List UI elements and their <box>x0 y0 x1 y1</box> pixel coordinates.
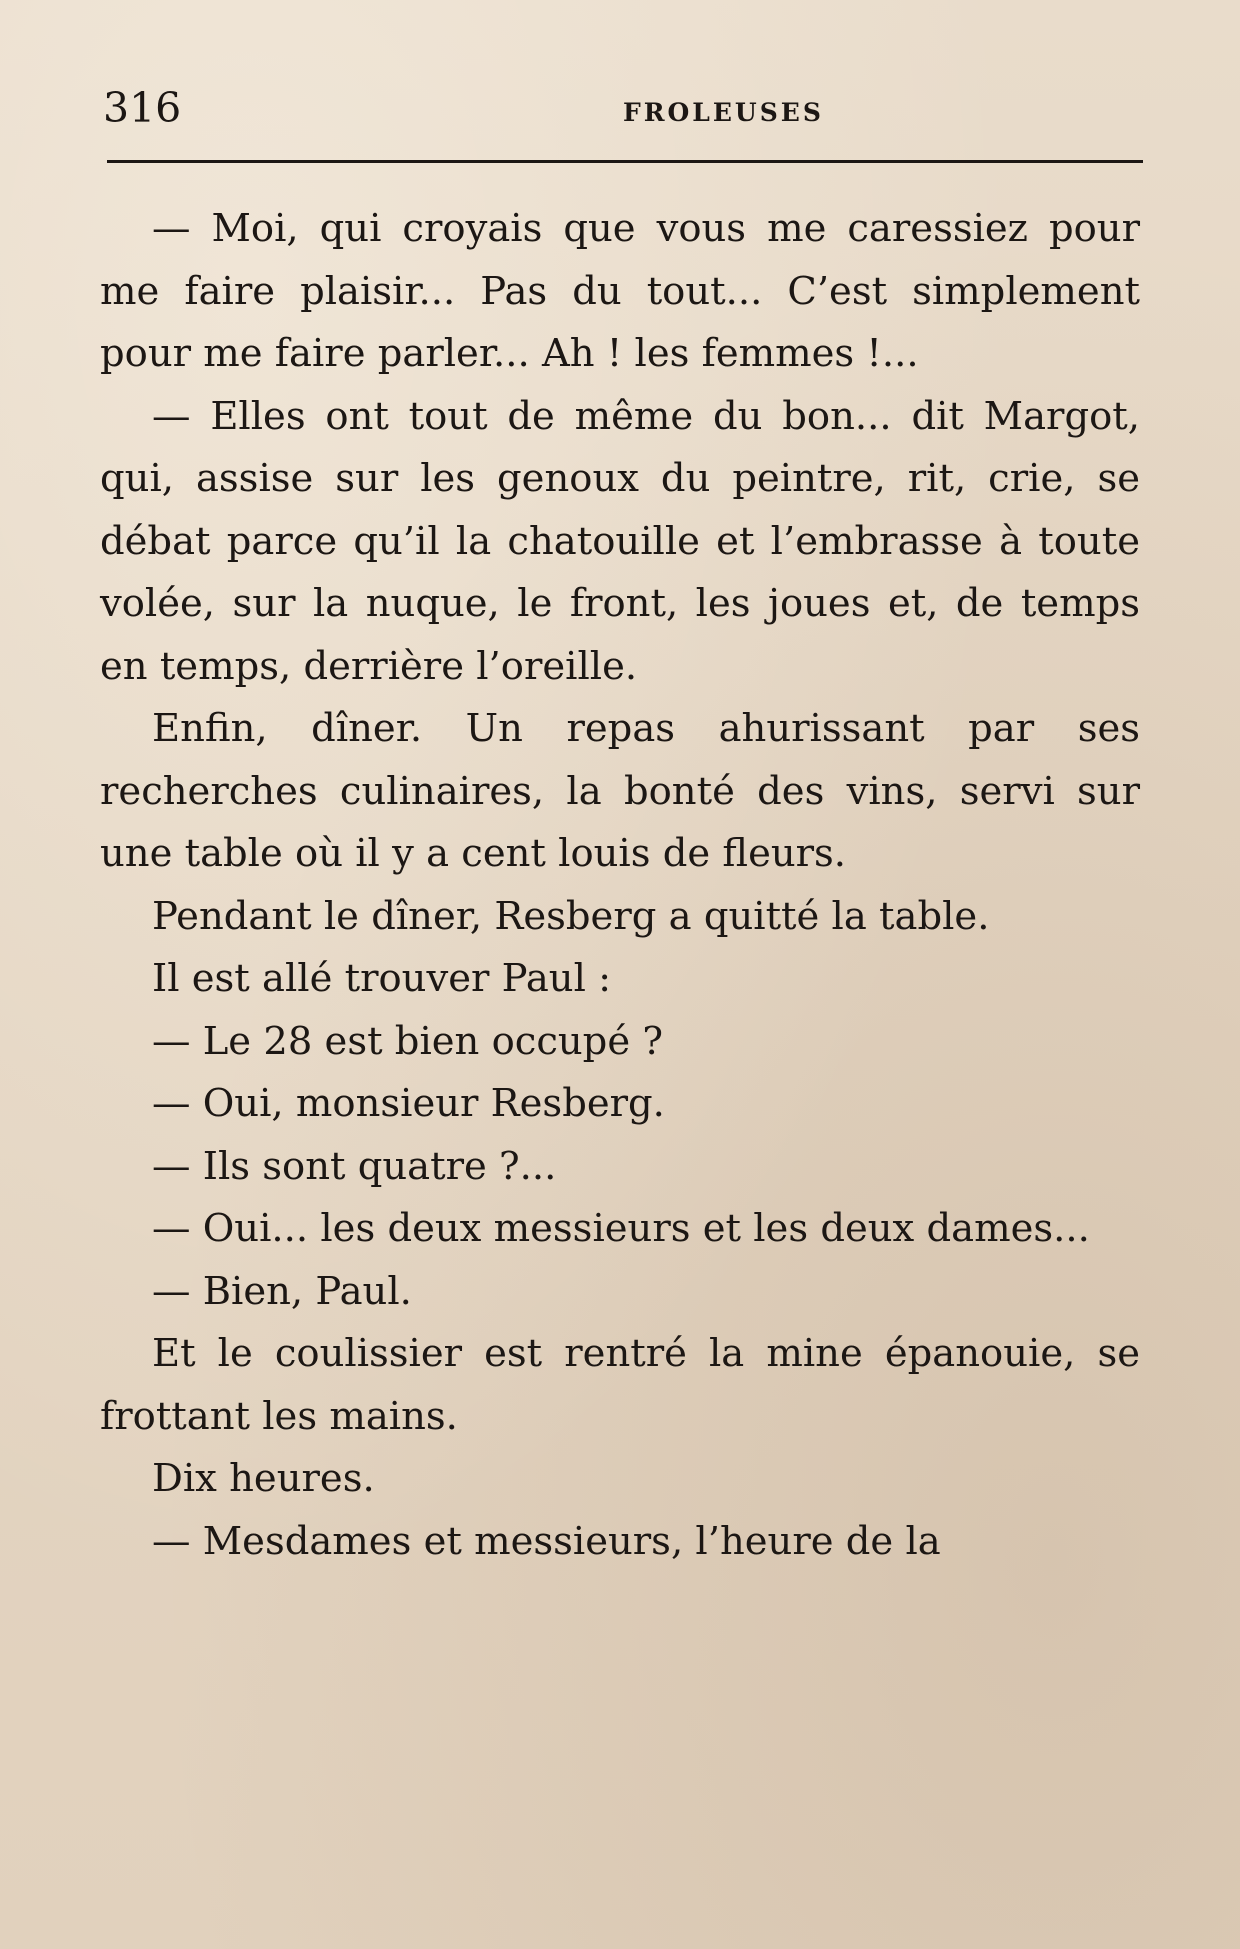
header-rule <box>107 160 1143 163</box>
paragraph: — Mesdames et messieurs, l’heure de la <box>152 1518 941 1564</box>
paragraph: Pendant le dîner, Resberg a quitté la table. <box>152 893 990 939</box>
paragraph: — Bien, Paul. <box>152 1268 412 1314</box>
paragraph: — Oui... les deux messieurs et les deux dames... <box>152 1206 1090 1251</box>
running-title: FROLEUSES <box>623 98 824 127</box>
paragraph: Il est allé trouver Paul : <box>152 956 612 1001</box>
paragraph: — Ils sont quatre ?... <box>152 1143 557 1189</box>
paragraph: — Moi, qui croyais que vous me caressiez pour me faire plaisir... Pas du tout... C’est simplement pour me faire parler... Ah ! les femmes !... <box>100 206 1140 376</box>
paragraph: — Oui, monsieur Resberg. <box>152 1081 665 1126</box>
body-text <box>100 198 1140 1573</box>
page-header <box>103 82 1143 142</box>
paragraph: Dix heures. <box>152 1456 375 1501</box>
paragraph: — Le 28 est bien occupé ? <box>152 1018 663 1064</box>
page-number: 316 <box>103 84 182 132</box>
paragraph: Et le coulissier est rentré la mine épanouie, se frottant les mains. <box>100 1331 1140 1439</box>
paragraph: — Elles ont tout de même du bon... dit Margot, qui, assise sur les genoux du peintre, rit, crie, se débat parce qu’il la chatouille et l’embrasse à toute volée, sur la nuque, le front, les joues et, de temps en temps, derrière l’oreille. <box>100 393 1140 689</box>
paragraph: Enfin, dîner. Un repas ahurissant par ses recherches culinaires, la bonté des vins, servi sur une table où il y a cent louis de fleurs. <box>100 706 1140 876</box>
